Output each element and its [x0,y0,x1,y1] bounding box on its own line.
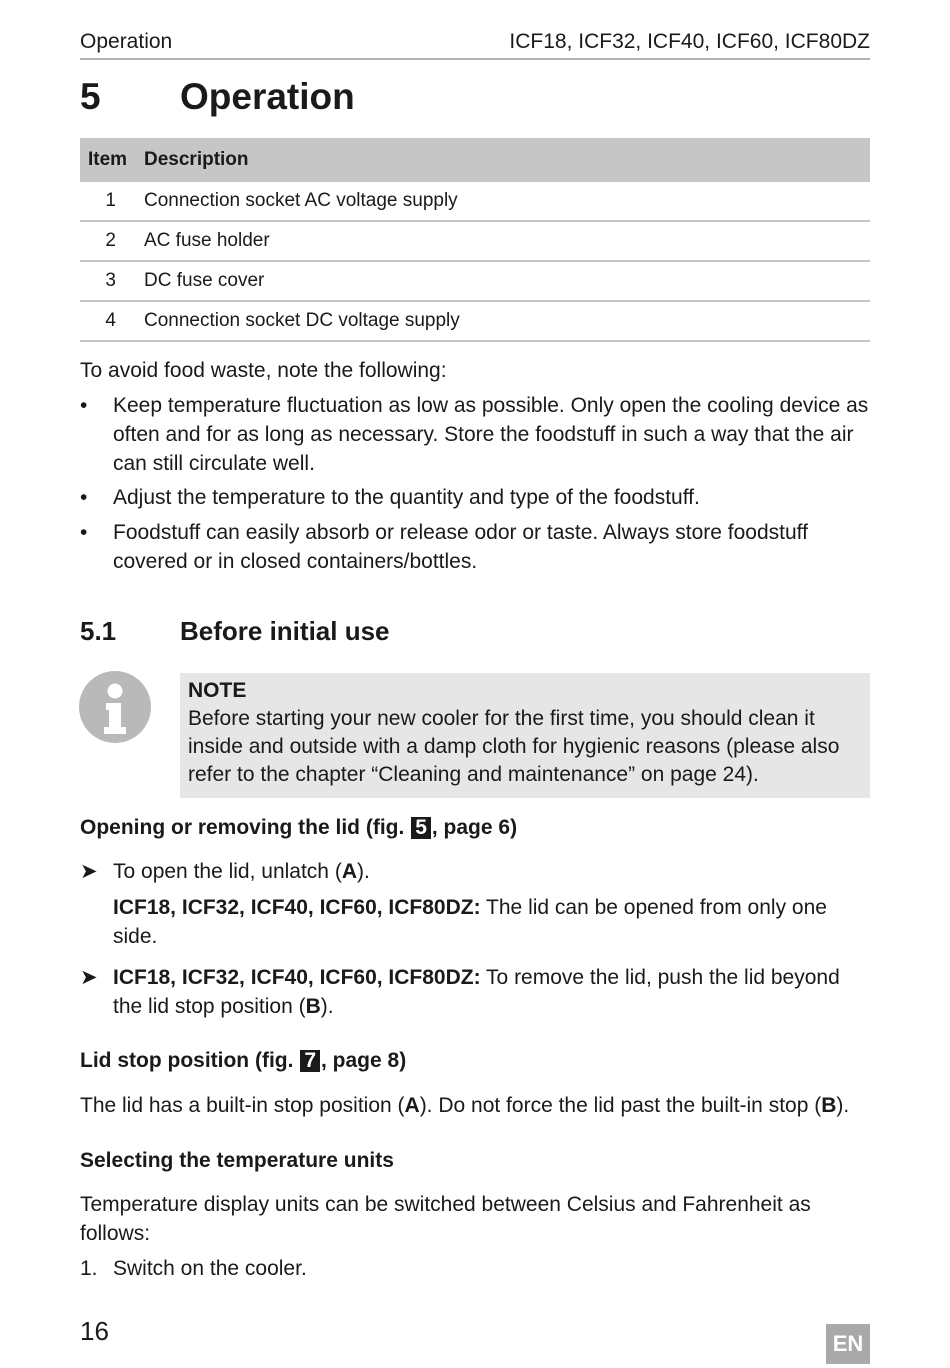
reference-letter: A [404,1094,420,1117]
numbered-step: Switch on the cooler. [113,1257,307,1280]
model-list: ICF18, ICF32, ICF40, ICF60, ICF80DZ: [113,896,481,919]
subheading-page-ref: , page 6) [431,816,518,839]
item-number: 2 [105,230,116,251]
item-number: 3 [105,270,116,291]
item-description: Connection socket AC voltage supply [144,190,458,211]
column-header-description: Description [144,149,249,170]
subheading-page-ref: , page 8) [321,1049,407,1072]
table-row [80,262,870,302]
arrow-right-icon: ➤ [80,966,98,989]
subheading-text: Opening or removing the lid (fig. [80,816,405,839]
subheading-temperature-units: Selecting the temperature units [80,1149,394,1172]
lid-stop-paragraph [80,1091,870,1120]
item-description: AC fuse holder [144,230,270,251]
step-text: ). [320,995,334,1018]
table-header [80,138,870,182]
table-row [80,182,870,222]
bullet-item: Keep temperature fluctuation as low as possible. Only open the cooling device as often and for as long as necessary. Store the foodstuff in such a way that the air can still circulate well. [113,394,869,475]
column-header-item: Item [88,149,128,170]
note-title: NOTE [188,679,247,702]
instruction-step [113,963,870,1021]
running-header-section: Operation [80,30,173,53]
result-text: The lid can be opened from only one side. [113,896,827,948]
paragraph-text: ). [836,1094,850,1117]
section-number: 5.1 [80,616,117,646]
reference-letter: B [821,1094,837,1117]
instruction-step [113,857,870,886]
paragraph-text: ). Do not force the lid past the built-in stop ( [419,1094,822,1117]
item-description: Connection socket DC voltage supply [144,310,460,331]
bullet-marker: • [80,394,88,417]
reference-letter: B [305,995,321,1018]
instruction-result [113,893,870,951]
subheading-opening-lid [80,816,517,840]
running-header-models: ICF18, ICF32, ICF40, ICF60, ICF80DZ [509,30,870,53]
bullet-item: Adjust the temperature to the quantity and type of the foodstuff. [113,486,700,509]
page-number: 16 [80,1316,109,1346]
header-divider [80,58,870,60]
bullet-marker: • [80,521,88,544]
step-text: To remove the lid, push the lid beyond the lid stop position ( [113,966,840,1018]
step-text: To open the lid, unlatch ( [113,860,342,883]
subheading-lid-stop [80,1049,406,1073]
language-badge: EN [826,1324,870,1364]
item-table [80,138,870,342]
figure-reference-badge: 5 [411,817,431,839]
info-icon [79,671,151,743]
section-title: Before initial use [180,616,390,646]
chapter-title: Operation [180,76,355,117]
note-text: Before starting your new cooler for the first time, you should clean it inside and outside with a damp cloth for hygienic reasons (please also refer to the chapter “Cleaning and maintenance” on page 24). [188,707,840,786]
figure-reference-badge: 7 [300,1050,320,1072]
bullet-item: Foodstuff can easily absorb or release odor or taste. Always store foodstuff covered or in closed containers/bottles. [113,521,808,573]
table-row [80,222,870,262]
chapter-number: 5 [80,76,101,117]
food-waste-intro: To avoid food waste, note the following: [80,359,447,382]
item-description: DC fuse cover [144,270,265,291]
table-row [80,302,870,342]
item-number: 4 [105,310,116,331]
item-number: 1 [105,190,116,211]
temperature-units-paragraph: Temperature display units can be switched between Celsius and Fahrenheit as follows: [80,1193,811,1245]
subheading-text: Lid stop position (fig. [80,1049,294,1072]
step-text: ). [357,860,370,883]
model-list: ICF18, ICF32, ICF40, ICF60, ICF80DZ: [113,966,481,989]
note-box [180,673,870,798]
step-number: 1. [80,1257,98,1280]
reference-letter: A [341,860,357,883]
arrow-right-icon: ➤ [80,860,98,883]
bullet-marker: • [80,486,88,509]
paragraph-text: The lid has a built-in stop position ( [80,1094,405,1117]
